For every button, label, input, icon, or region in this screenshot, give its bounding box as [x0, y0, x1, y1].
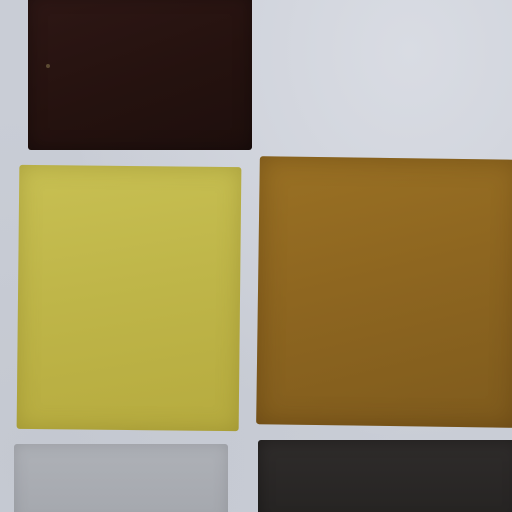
swatch-amber-brown: [256, 156, 512, 428]
swatch-light-gray: [14, 444, 228, 512]
swatch-dark-brown: [28, 0, 252, 150]
swatch-charcoal: [258, 440, 512, 512]
swatch-olive-yellow: [17, 165, 242, 431]
dust-speck: [46, 64, 50, 68]
